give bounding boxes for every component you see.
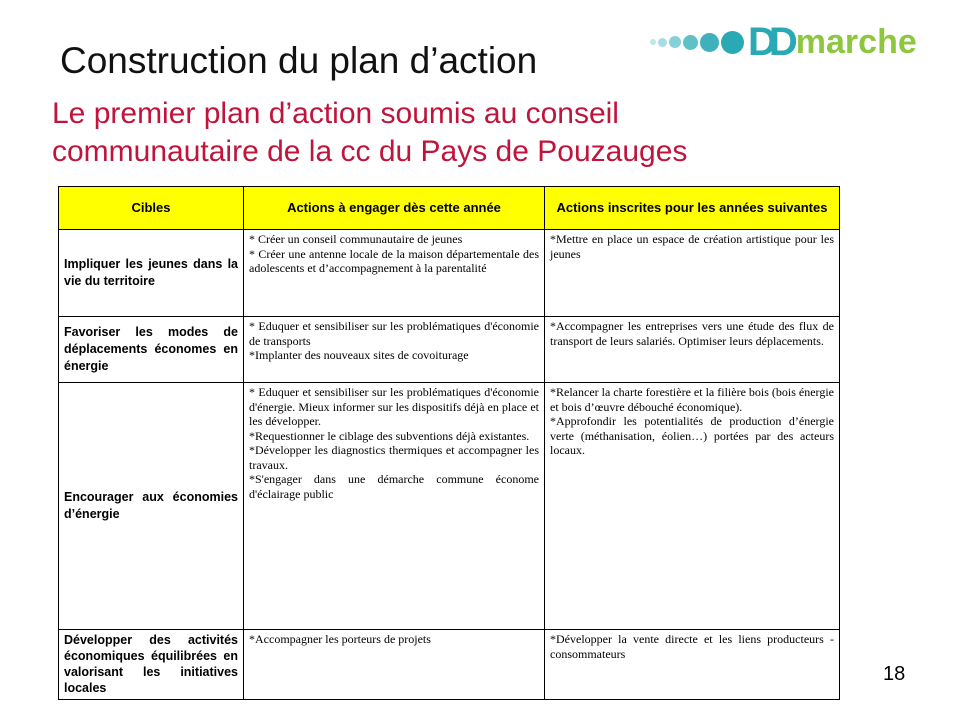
row-actions-later <box>545 383 840 630</box>
table-row <box>59 630 840 700</box>
logo-dot-icon <box>721 31 744 54</box>
table-row <box>59 317 840 383</box>
row-actions-later <box>545 317 840 383</box>
table-row <box>59 383 840 630</box>
action-item: *Accompagner les porteurs de projets <box>249 632 431 646</box>
row-cible: Encourager aux économies d’énergie <box>59 383 244 630</box>
logo-dd: DD <box>748 19 790 64</box>
action-plan-table <box>58 186 840 700</box>
action-item: * Créer une antenne locale de la maison départementale des adolescents et d’accompagnement à la parentalité <box>249 246 539 275</box>
action-item: * Eduquer et sensibiliser sur les problématiques d'économie de transports <box>249 319 539 348</box>
logo-dot-icon <box>700 33 719 52</box>
row-actions-later <box>545 230 840 317</box>
row-actions-now <box>244 230 545 317</box>
row-actions-now <box>244 383 545 630</box>
action-item: *Mettre en place un espace de création artistique pour les jeunes <box>550 232 834 261</box>
header-cibles: Cibles <box>59 187 244 230</box>
action-item: *Développer les diagnostics thermiques et accompagner les travaux. <box>249 443 539 472</box>
row-cible: Développer des activités économiques équilibrées en valorisant les initiatives locales <box>59 630 244 700</box>
row-cible: Favoriser les modes de déplacements économes en énergie <box>59 317 244 383</box>
logo-dot-icon <box>669 36 681 48</box>
action-item: *Relancer la charte forestière et la filière bois (bois énergie et bois d’œuvre débouché économique). <box>550 385 834 414</box>
action-item: *S'engager dans une démarche commune économe d'éclairage public <box>249 472 539 501</box>
logo-dot-icon <box>650 39 656 45</box>
slide-title: Construction du plan d’action <box>60 40 538 81</box>
action-item: *Développer la vente directe et les liens producteurs - consommateurs <box>550 632 834 661</box>
action-item: * Eduquer et sensibiliser sur les problématiques d'économie d'énergie. Mieux informer sur les dispositifs déjà en place et les développer. <box>249 385 539 428</box>
action-item: *Accompagner les entreprises vers une étude des flux de transport de leurs salariés. Optimiser leurs déplacements. <box>550 319 834 348</box>
header-actions-now: Actions à engager dès cette année <box>244 187 545 230</box>
table-header-row <box>59 187 840 230</box>
logo-dot-icon <box>683 35 698 50</box>
row-cible: Impliquer les jeunes dans la vie du territoire <box>59 230 244 317</box>
table-row <box>59 230 840 317</box>
action-item: *Implanter des nouveaux sites de covoiturage <box>249 348 469 362</box>
logo-dot-icon <box>658 38 667 47</box>
row-actions-later <box>545 630 840 700</box>
slide-subtitle: Le premier plan d’action soumis au conseil communautaire de la cc du Pays de Pouzauges <box>52 97 688 168</box>
action-item: * Créer un conseil communautaire de jeunes <box>249 232 463 246</box>
row-actions-now <box>244 630 545 700</box>
ddmarche-logo <box>650 19 950 64</box>
logo-word: marche <box>795 22 917 61</box>
action-item: *Approfondir les potentialités de production d’énergie verte (méthanisation, éolien…) portées par des acteurs locaux. <box>550 414 834 457</box>
page-number: 18 <box>883 663 906 685</box>
action-item: *Requestionner le ciblage des subventions déjà existantes. <box>249 428 530 443</box>
row-actions-now <box>244 317 545 383</box>
header-actions-later: Actions inscrites pour les années suivantes <box>545 187 840 230</box>
